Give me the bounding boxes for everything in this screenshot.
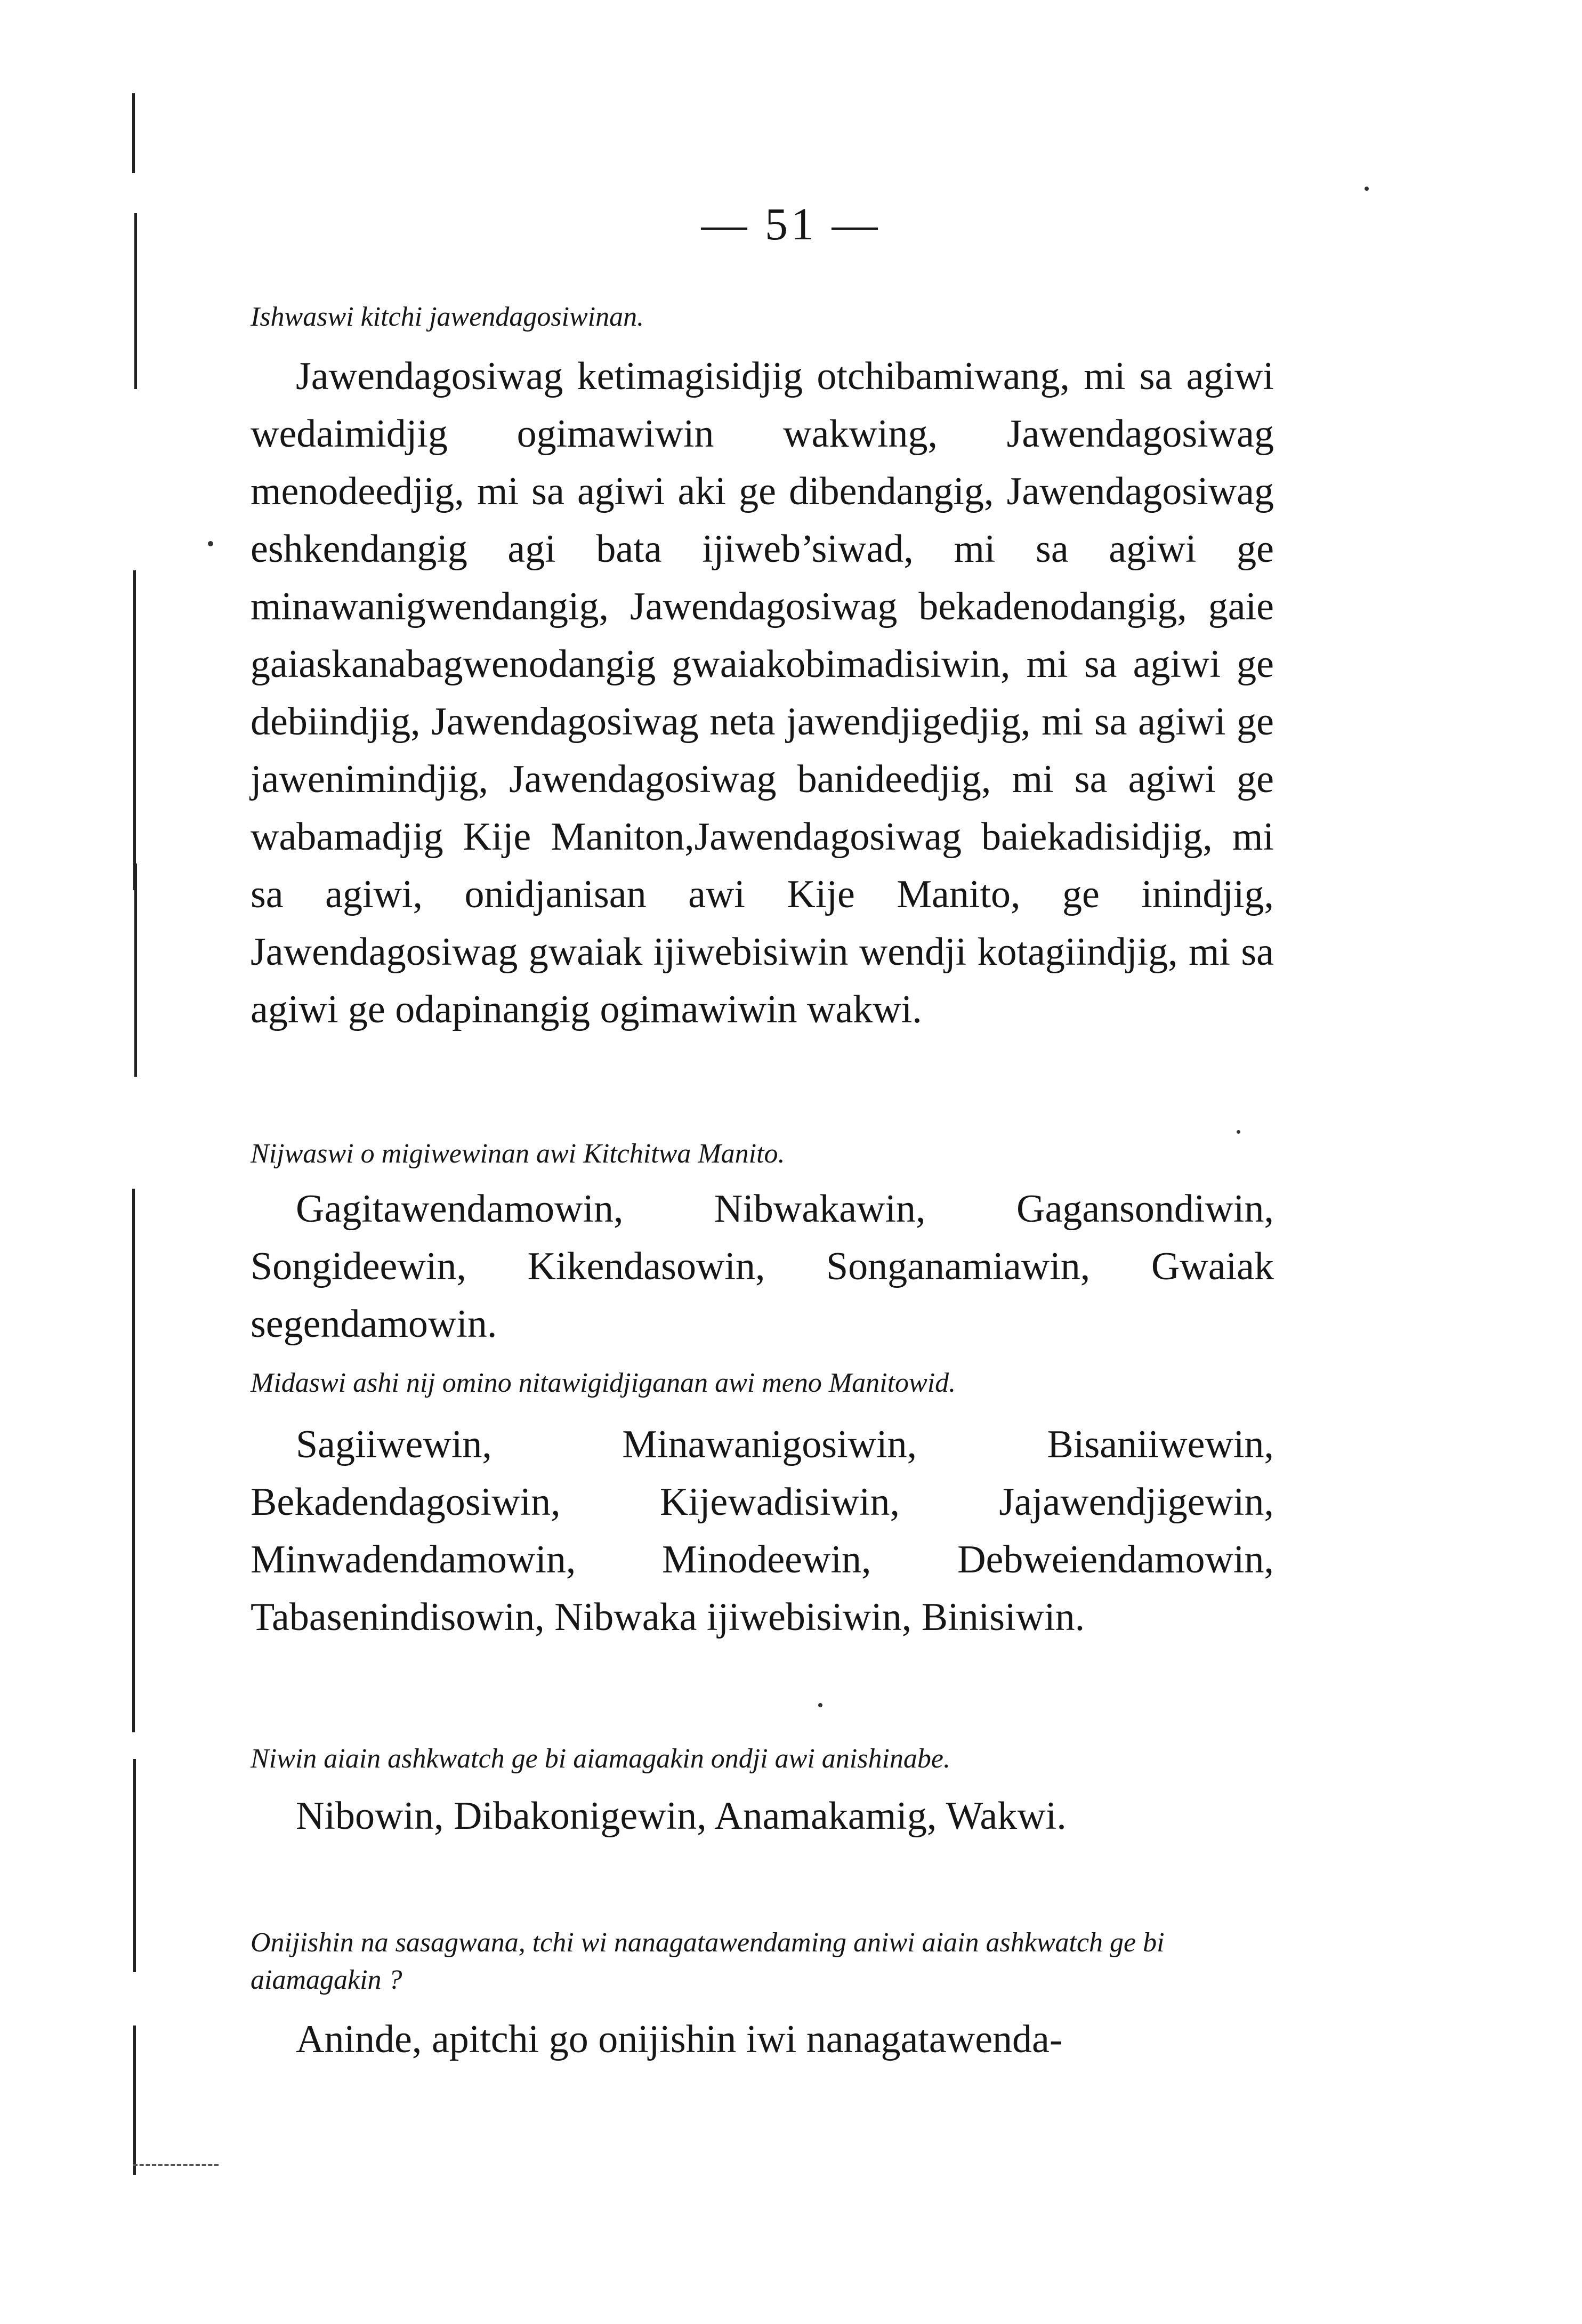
section-paragraph: Nibowin, Dibakonigewin, Anamakamig, Wakwi. — [296, 1794, 1067, 1838]
section-question — [251, 1924, 1274, 2068]
gutter-mark — [132, 93, 135, 173]
section-paragraph: Sagiiwewin, Minawanigosiwin, Bisaniiwewin, Bekadendagosiwin, Kijewadisiwin, Jajawendjigewin, Minwadendamowin, Minodeewin, Debweiendamowin, Tabasenindisowin, Nibwaka ijiwebisiwin, Binisiwin. — [251, 1423, 1274, 1639]
page-number: — 51 — — [701, 198, 881, 249]
section-beatitudes — [251, 298, 1274, 1038]
bottom-rule — [133, 2164, 219, 2166]
section-fruits — [251, 1365, 1274, 1646]
gutter-mark — [132, 1189, 135, 1732]
speck — [1237, 1130, 1240, 1134]
speck — [818, 1703, 822, 1707]
section-paragraph: Aninde, apitchi go onijishin iwi nanagatawenda- — [296, 2018, 1063, 2061]
gutter-mark — [134, 864, 137, 1077]
section-gifts — [251, 1135, 1274, 1353]
gutter-mark — [133, 2026, 136, 2175]
section-heading: Midaswi ashi nij omino nitawigidjiganan awi meno Manitowid. — [251, 1368, 956, 1398]
section-heading: Nijwaswi o migiwewinan awi Kitchitwa Manito. — [251, 1139, 785, 1169]
gutter-mark — [133, 570, 136, 890]
section-paragraph: Gagitawendamowin, Nibwakawin, Gagansondiwin, Songideewin, Kikendasowin, Songanamiawin, Gwaiak segendamowin. — [251, 1187, 1274, 1346]
gutter-mark — [133, 1759, 136, 1972]
speck — [1365, 187, 1369, 191]
section-heading: Ishwaswi kitchi jawendagosiwinan. — [251, 302, 644, 332]
section-heading: Niwin aiain ashkwatch ge bi aiamagakin ondji awi anishinabe. — [251, 1744, 950, 1774]
section-last-things — [251, 1740, 1274, 1845]
section-heading: Onijishin na sasagwana, tchi wi nanagatawendaming aniwi aiain ashkwatch ge bi aiamagakin ? — [251, 1927, 1165, 1995]
speck — [208, 541, 213, 546]
section-paragraph: Jawendagosiwag ketimagisidjig otchibamiwang, mi sa agiwi wedaimidjig ogimawiwin wakwing, Jawendagosiwag menodeedjig, mi sa agiwi aki ge dibendangig, Jawendagosiwag eshkendangig agi bata ijiweb’siwad, mi sa agiwi ge minawanigwendangig, Jawendagosiwag bekadenodangig, gaie gaiaskanabagwenodangig gwaiakobimadisiwin, mi sa agiwi ge debiindjig, Jawendagosiwag neta jawendjigedjig, mi sa agiwi ge jawenimindjig, Jawendagosiwag banideedjig, mi sa agiwi ge wabamadjig Kije Maniton,Jawendagosiwag baiekadisidjig, mi sa agiwi, onidjanisan awi Kije Manito, ge inindjig, Jawendagosiwag gwaiak ijiwebisiwin wendji kotagiindjig, mi sa agiwi ge odapinangig ogimawiwin wakwi. — [251, 354, 1274, 1031]
